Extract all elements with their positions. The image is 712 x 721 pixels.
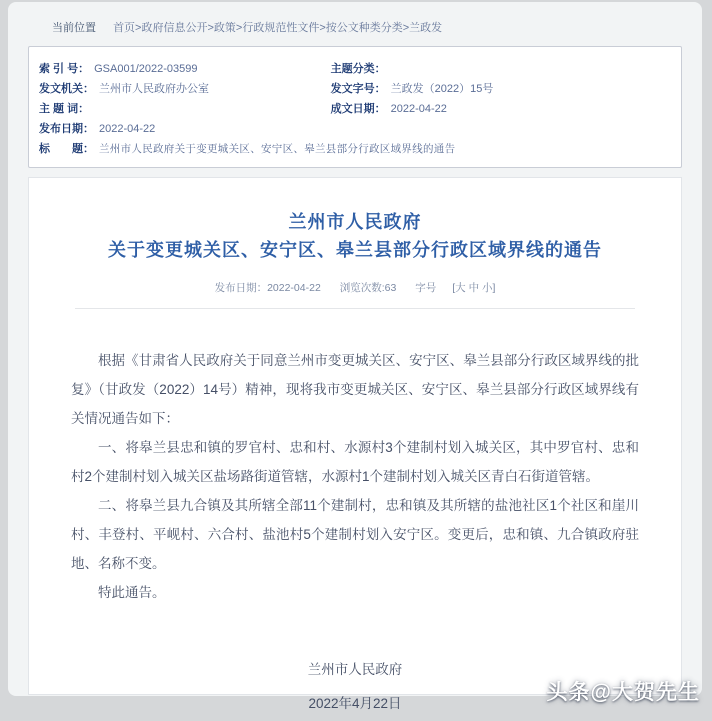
document-number-value: 兰政发（2022）15号: [390, 83, 494, 95]
article-view-count: 浏览次数:63: [339, 282, 397, 294]
meta-row-publish-date: [39, 119, 331, 139]
issuing-agency-label: 发文机关：: [39, 83, 94, 95]
meta-row-document-title: [39, 139, 673, 159]
meta-column-left: [39, 59, 331, 139]
fontsize-switcher[interactable]: [大 中 小]: [452, 282, 496, 294]
article-title: [65, 208, 645, 264]
watermark: 头条@大贺先生: [546, 681, 700, 704]
meta-row-index-number: [39, 59, 331, 79]
publish-date-value: 2022-04-22: [99, 123, 156, 135]
document-title-value: 兰州市人民政府关于变更城关区、安宁区、皋兰县部分行政区域界线的通告: [99, 143, 456, 155]
article-panel: [28, 177, 682, 711]
meta-row-subject-words: [39, 99, 331, 119]
article-body: [71, 346, 639, 607]
meta-column-right: [331, 59, 673, 139]
signature-date: 2022年4月22日: [308, 696, 402, 711]
fontsize-label: 字号: [415, 282, 437, 294]
document-number-label: 发文字号：: [330, 83, 386, 95]
subject-words-label: 主 题 词：: [39, 103, 90, 115]
meta-row-written-date: [331, 99, 673, 119]
breadcrumb: [8, 2, 702, 46]
article-paragraph: 特此通告。: [98, 585, 166, 600]
meta-row-subject-category: [331, 59, 673, 79]
breadcrumb-current-label: 当前位置: [52, 22, 96, 34]
written-date-value: 2022-04-22: [390, 103, 447, 115]
index-number-label: 索 引 号：: [39, 63, 90, 75]
document-title-label: 标 题：: [39, 143, 94, 155]
article-meta-line: [29, 280, 681, 295]
written-date-label: 成文日期：: [330, 103, 386, 115]
article-paragraph: 一、将皋兰县忠和镇的罗官村、忠和村、水源村3个建制村划入城关区，其中罗官村、忠和村2个建制村划入城关区盐场路街道管辖，水源村1个建制村划入城关区青白石街道管辖。: [71, 440, 639, 484]
signature-authority: 兰州市人民政府: [307, 662, 403, 677]
issuing-agency-value: 兰州市人民政府办公室: [99, 83, 209, 95]
subject-category-label: 主题分类：: [330, 63, 386, 75]
meta-row-issuing-agency: [39, 79, 331, 99]
article-publish-date: 发布日期：2022-04-22: [214, 282, 321, 294]
article-title-line1: 兰州市人民政府: [288, 212, 422, 232]
article-title-line2: 关于变更城关区、安宁区、皋兰县部分行政区域界线的通告: [108, 240, 602, 260]
document-meta-panel: [28, 46, 682, 168]
breadcrumb-path[interactable]: 首页>政府信息公开>政策>行政规范性文件>按公文种类分类>兰政发: [113, 22, 443, 34]
webpage-panel: [8, 2, 702, 711]
article-paragraph: 二、将皋兰县九合镇及其所辖全部11个建制村，忠和镇及其所辖的盐池社区1个社区和崖川村、丰登村、平岘村、六合村、盐池村5个建制村划入安宁区。变更后，忠和镇、九合镇政府驻地、名称不变。: [71, 498, 639, 571]
title-divider: [75, 308, 635, 309]
article-paragraph: 根据《甘肃省人民政府关于同意兰州市变更城关区、安宁区、皋兰县部分行政区域界线的批复》（甘政发（2022）14号）精神，现将我市变更城关区、安宁区、皋兰县部分行政区域界线有关情况通告如下：: [71, 353, 639, 426]
meta-grid: [39, 59, 673, 139]
publish-date-label: 发布日期：: [39, 123, 94, 135]
meta-row-document-number: [331, 79, 673, 99]
index-number-value: GSA001/2022-03599: [94, 63, 198, 75]
